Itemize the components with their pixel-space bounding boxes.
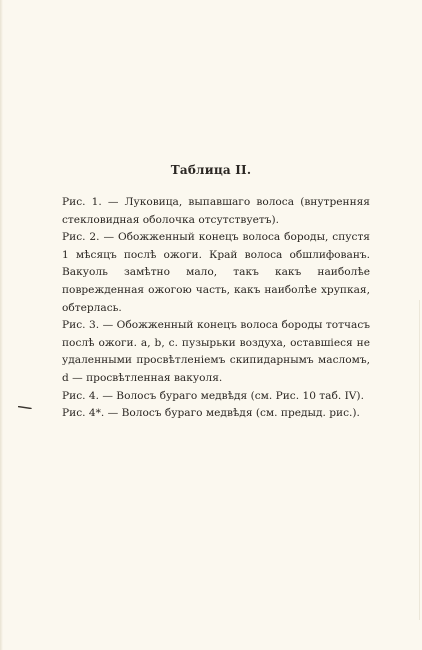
caption-fig-2: Рис. 2. — Обожженный конецъ волоса бороды, спустя 1 мѣсяцъ послѣ ожоги. Край волоса обшлифованъ. Вакуоль замѣтно мало, такъ какъ наиболѣе поврежденная ожогою часть, какъ наиболѣе хрупкая, обтерлась. [62,231,370,314]
caption-fig-4-star: Рис. 4*. — Волосъ бураго медвѣдя (см. предыд. рис.). [62,407,360,420]
ink-mark [18,406,32,409]
figure-captions [62,194,370,423]
page-title: Таблица II. [170,163,252,177]
page-edge-shadow [0,0,3,650]
caption-fig-1: Рис. 1. — Луковица, выпавшаго волоса (внутренняя стекловидная оболочка отсутствуетъ). [62,196,370,226]
page-edge-line [419,300,420,620]
caption-fig-3: Рис. 3. — Обожженный конецъ волоса бороды тотчасъ послѣ ожоги. a, b, c. пузырьки воздуха, оставшiеся не удаленными просвѣтленiемъ скипидарнымъ масломъ, d — просвѣтленная вакуоля. [62,319,370,384]
caption-fig-4: Рис. 4. — Волосъ бураго медвѣдя (см. Рис. 10 таб. IV). [62,389,364,402]
